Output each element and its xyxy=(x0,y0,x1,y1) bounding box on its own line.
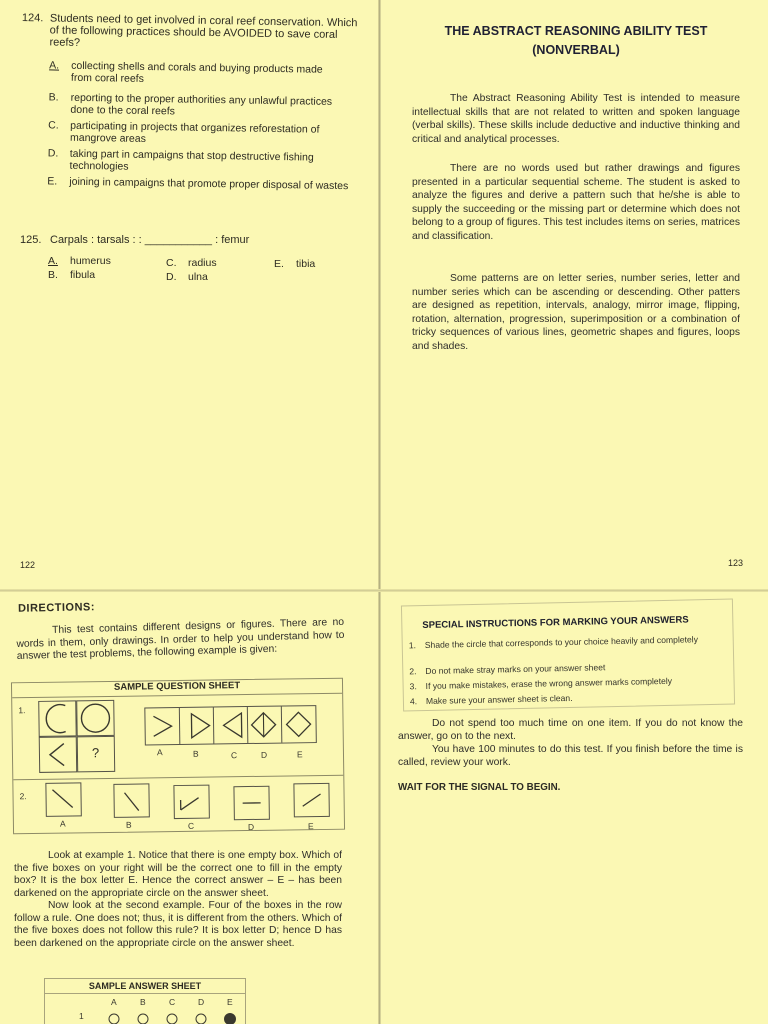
matrix-cell-c-shape xyxy=(38,700,76,737)
option-text: joining in campaigns that promote proper disposal of wastes xyxy=(69,175,349,193)
row2-box-a xyxy=(45,782,81,816)
directions-page xyxy=(0,592,381,1024)
answer-letter-c: C xyxy=(169,997,176,1007)
sample-answer-sheet xyxy=(44,978,246,1024)
chevron-left-icon xyxy=(40,737,76,771)
option-letter: B. xyxy=(48,91,59,104)
special-instructions-page xyxy=(384,592,768,1024)
matrix-cell-missing xyxy=(77,736,115,773)
matrix-cell-circle xyxy=(76,700,114,737)
choice-letter-a: A xyxy=(156,747,163,758)
explanation-1: Look at example 1. Notice that there is one empty box. Which of the five boxes on your right will be the correct one to fill in the empty box? It is the box letter E. Hence the correct answer – E – has been darkened on the appropriate circle on the answer sheet. xyxy=(14,850,342,899)
row2-box-e xyxy=(293,783,329,817)
page-number: 122 xyxy=(20,560,36,570)
row2-letter-d: D xyxy=(247,821,255,833)
example-1-number: 1. xyxy=(18,705,26,716)
answer-letter-d: D xyxy=(198,997,205,1007)
time-limit: You have 100 minutes to do this test. If you finish before the time is called, review your work. xyxy=(398,744,743,768)
intro-paragraph-3: Some patterns are on letter series, number series, letter and number series which can be ascending or descending. Other patters are designed as repetition, intervals, analogy, mirror image, flipping, rotation, alternation, progression, superimposition or a combination of tricky sequences of various lines, geometric shapes and figures, loops and shades. xyxy=(412,273,740,352)
option-letter: E. xyxy=(274,258,284,270)
question-stem: Students need to get involved in coral reef conservation. Which of the following practices should be AVOIDED to save coral reefs? xyxy=(49,12,358,49)
row2-letter-c: C xyxy=(187,820,195,831)
answer-letter-a: A xyxy=(111,997,117,1007)
option-text: reporting to the proper authorities any unlawful practices done to the coral reefs xyxy=(70,91,333,117)
question-stem: Carpals : tarsals : : ___________ : femur xyxy=(50,234,250,246)
sample-question-sheet xyxy=(11,678,345,835)
option-letter: A. xyxy=(49,59,60,72)
option-letter: C. xyxy=(48,119,59,132)
option-letter: C. xyxy=(166,257,177,269)
sample-question-title: SAMPLE QUESTION SHEET xyxy=(113,680,241,693)
intro-paragraph-2: There are no words used but rather drawings and figures presented in a particular sequential scheme. The student is asked to analyze the figures and derive a pattern such that he/she is able to supply the succeeding or the missing part or determine which does not belong to a group of figures. This test includes items on series, matrices and classification. xyxy=(412,163,740,242)
explanation-2: Now look at the second example. Four of the boxes in the row follow a rule. One does not; thus, it is different from the others. Which of the five boxes does not follow this rule? It is box letter D; hence D has been darkened on the appropriate circle on the answer sheet. xyxy=(14,900,342,949)
special-instructions-box: SPECIAL INSTRUCTIONS FOR MARKING YOUR ANSWERS 1. Shade the circle that corresponds to your choice heavily and completely 2. Do not make stray marks on your answer sheet 3. If you make mistakes, erase the wrong answer marks completely 4. Make sure your answer sheet is clean. xyxy=(401,599,735,712)
option-letter: E. xyxy=(47,175,58,188)
directions-heading: DIRECTIONS: xyxy=(17,601,96,615)
option-text: tibia xyxy=(296,258,316,270)
option-letter: D. xyxy=(166,271,177,283)
circle-icon xyxy=(77,701,113,735)
answer-row-number: 1 xyxy=(79,1011,84,1021)
option-letter: D. xyxy=(47,147,59,160)
choice-letter-b: B xyxy=(192,748,199,759)
option-text: participating in projects that organizes reforestation of mangrove areas xyxy=(69,119,320,145)
test-title: THE ABSTRACT REASONING ABILITY TEST xyxy=(444,24,708,38)
choice-figures xyxy=(145,706,315,744)
option-letter: B. xyxy=(48,269,58,281)
option-text: humerus xyxy=(70,255,111,267)
row2-letter-e: E xyxy=(307,821,314,832)
choice-letter-d: D xyxy=(260,749,268,760)
option-letter: A. xyxy=(48,255,58,267)
option-text: radius xyxy=(188,257,217,269)
page-123 xyxy=(384,0,768,590)
directions-intro: This test contains different designs or figures. There are no words in them, only drawings. In order to help you understand how to answer the test problems, the following example is given: xyxy=(16,616,345,663)
question-124 xyxy=(21,12,367,193)
example-2-number: 2. xyxy=(19,791,27,802)
special-instructions-heading: SPECIAL INSTRUCTIONS FOR MARKING YOUR ANSWERS xyxy=(422,614,689,632)
sample-answer-title: SAMPLE ANSWER SHEET xyxy=(88,981,202,991)
question-number: 125. xyxy=(20,234,42,246)
test-subtitle: (NONVERBAL) xyxy=(532,43,620,57)
page-122 xyxy=(0,0,381,590)
row2-box-b xyxy=(113,783,149,817)
answer-letter-b: B xyxy=(140,997,146,1007)
answer-bubbles xyxy=(105,1011,245,1024)
time-advice: Do not spend too much time on one item. If you do not know the answer, go on to the next. xyxy=(398,718,743,742)
sheet-rule xyxy=(13,775,343,781)
question-number: 124. xyxy=(21,12,44,25)
option-text: ulna xyxy=(188,271,208,283)
c-shape-icon xyxy=(39,701,75,735)
matrix-cell-chevron-left xyxy=(39,736,77,773)
option-text: collecting shells and corals and buying products made from coral reefs xyxy=(70,59,323,85)
option-text: fibula xyxy=(70,269,96,281)
choices-strip xyxy=(144,705,317,745)
row2-box-d xyxy=(233,786,269,820)
sheet-rule xyxy=(45,993,245,994)
answer-letter-e: E xyxy=(227,997,233,1007)
page-number: 123 xyxy=(728,558,744,568)
intro-paragraph-1: The Abstract Reasoning Ability Test is intended to measure intellectual skills that are not related to written and spoken language (verbal skills). These skills include deductive and inductive thinking and critical and analytical processes. xyxy=(412,93,740,145)
option-text: taking part in campaigns that stop destructive fishing technologies xyxy=(69,147,314,173)
wait-signal: WAIT FOR THE SIGNAL TO BEGIN. xyxy=(398,782,561,793)
choice-letter-c: C xyxy=(230,750,238,761)
row2-letter-a: A xyxy=(59,818,66,829)
row2-letter-b: B xyxy=(125,819,132,830)
question-mark: ? xyxy=(91,745,100,761)
choice-letter-e: E xyxy=(296,749,303,760)
row2-box-c xyxy=(173,785,209,819)
